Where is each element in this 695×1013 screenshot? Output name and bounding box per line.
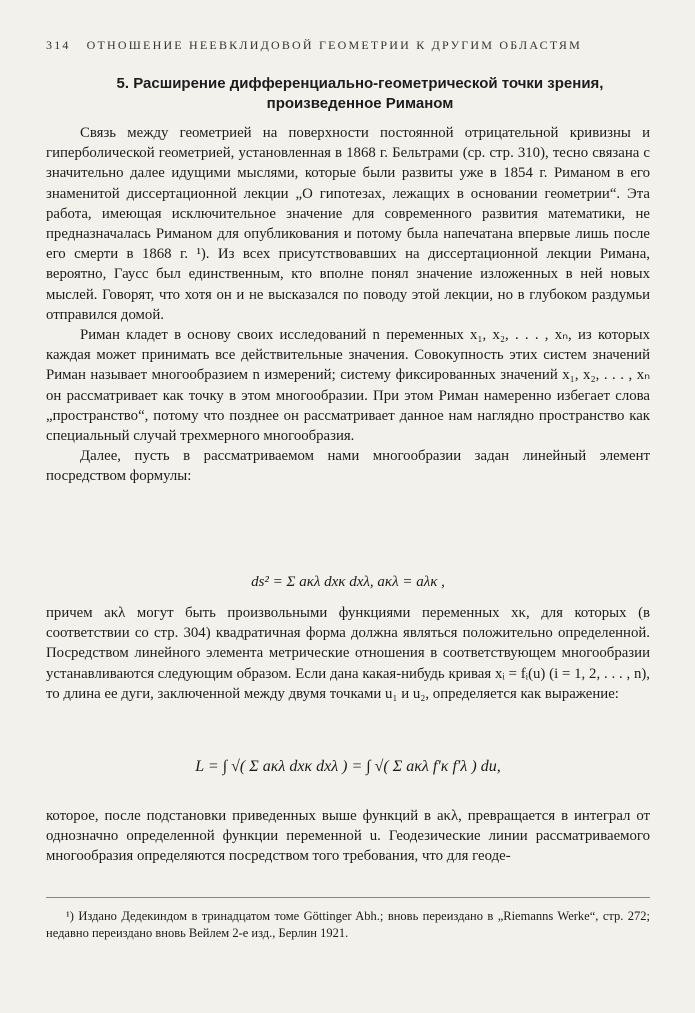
footnote-divider — [46, 897, 650, 898]
paragraph: Связь между геометрией на поверхности постоянной отрицательной кривизны и гиперболической геометрией, установленная в 1868 г. Бельтрами (ср. стр. 310), тесно связана с значительно далее идущими мыслями, которые были развиты уже в 1854 г. Риманом в его знаменитой диссертационной лекции „О гипотезах, лежащих в основании геометрии“. Эта работа, имеющая исключительное значение для современного развития математики, не предназначалась Риманом для опубликования и потому была напечатана впервые лишь после его смерти в 1868 г. ¹). Из всех присутствовавших на диссертационной лекции Римана, вероятно, Гаусс был единственным, кто вполне понял значение изложенных в ней новых мыслей. Говорят, что хотя он и не высказался по поводу этой лекции, но в глубоком раздумьи отправился домой. — [46, 125, 650, 323]
main-text — [46, 123, 650, 487]
main-text-final — [46, 806, 650, 867]
section-title: 5. Расширение дифференциально-геометрической точки зрения, произведенное Риманом — [116, 75, 604, 112]
paragraph: причем aκλ могут быть произвольными функциями переменных xκ, для которых (в соответствии со стр. 304) квадратичная форма должна являться положительно определенной. Посредством линейного элемента метрические отношения в соответствующем многообразии устанавливаются следующим образом. Если дана какая-нибудь кривая xᵢ = fᵢ(u) (i = 1, 2, . . . , n), то длина ее дуги, заключенной между двумя точками u₁ и u₂, определяется как выражение: — [46, 605, 650, 702]
running-title: ОТНОШЕНИЕ НЕЕВКЛИДОВОЙ ГЕОМЕТРИИ К ДРУГИМ ОБЛАСТЯМ — [86, 38, 582, 52]
paragraph: Риман кладет в основу своих исследований n переменных x₁, x₂, . . . , xₙ, из которых каждая может принимать все действительные значения. Совокупность этих систем значений Риман называет многообразием n измерений; систему фиксированных значений x₁, x₂, . . . , xₙ он рассматривает как точку в этом многообразии. При этом Риман намеренно избегает слова „пространство“, потому что позднее он рассматривает данное нам наглядно пространство как специальный случай трехмерного многообразия. — [46, 327, 650, 445]
paragraph: Далее, пусть в рассматриваемом нами многообразии задан линейный элемент посредством формулы: — [46, 448, 650, 485]
running-header — [46, 38, 661, 53]
paragraph: которое, после подстановки приведенных выше функций в aκλ, превращается в интеграл от однозначно определенной функции переменной u. Геодезические линии рассматриваемого многообразия определяются посредством того требования, что для геоде- — [46, 808, 650, 865]
page-number: 314 — [46, 38, 71, 52]
arc-length-formula: L = ∫ √( Σ aκλ dxκ dxλ ) = ∫ √( Σ aκλ f′κ f′λ ) du, — [195, 758, 501, 775]
footnote: ¹) Издано Дедекиндом в тринадцатом томе Göttinger Abh.; вновь переиздано в „Riemanns Werke“, стр. 272; недавно переиздано вновь Вейлем 2-е изд., Берлин 1921. — [46, 909, 650, 940]
main-text-continued — [46, 603, 650, 704]
linear-element-formula: ds² = Σ aκλ dxκ dxλ, aκλ = aλκ , — [251, 574, 445, 590]
